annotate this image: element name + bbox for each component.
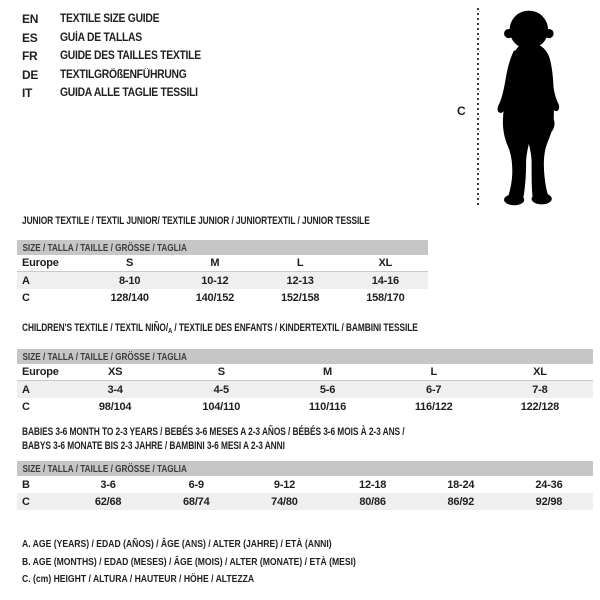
size-cell: 9-12	[273, 478, 296, 491]
size-cell: M	[323, 366, 332, 378]
size-cell: S	[217, 366, 225, 378]
language-code: DE	[22, 67, 39, 82]
junior-textile-table	[17, 214, 428, 306]
language-title: TEXTILE SIZE GUIDE	[60, 13, 160, 26]
heading-text: BABYS 3-6 MONATE BIS 2-3 JAHRE / BAMBINI 3-6 MESI A 2-3 ANNI	[22, 440, 285, 452]
language-code: EN	[22, 12, 39, 27]
height-label-c: C	[457, 104, 466, 118]
language-list	[22, 10, 217, 103]
size-cell: 24-36	[535, 478, 563, 491]
size-header-bar	[17, 461, 593, 476]
language-title: GUIDA ALLE TAGLIE TESSILI	[60, 87, 198, 100]
table-heading-line	[22, 439, 456, 453]
row-label: Europe	[22, 257, 59, 269]
table-heading	[17, 321, 593, 338]
size-cell: 68/74	[182, 495, 210, 508]
language-code: ES	[22, 30, 38, 45]
height-dotted-line	[477, 8, 479, 206]
language-title: GUIDE DES TAILLES TEXTILE	[60, 50, 201, 63]
size-cell: 3-6	[100, 478, 116, 491]
size-header-label: SIZE / TALLA / TAILLE / GRÖSSE / TAGLIA	[22, 241, 187, 254]
table-row	[17, 476, 593, 493]
language-row	[22, 66, 217, 85]
baby-silhouette-icon	[481, 6, 573, 208]
table-row	[17, 381, 593, 398]
row-label: B	[22, 478, 30, 491]
language-row	[22, 10, 217, 29]
heading-text: / TEXTILE DES ENFANTS / KINDERTEXTIL / BAMBINI TESSILE	[172, 322, 418, 334]
heading-text: A	[168, 326, 173, 335]
table-row	[17, 398, 593, 415]
table-row	[17, 255, 428, 272]
size-cell: 6-9	[188, 478, 204, 491]
size-cell: L	[430, 366, 437, 378]
size-cell: S	[126, 257, 134, 269]
language-code: FR	[22, 49, 38, 64]
size-cell: 8-10	[119, 274, 141, 287]
table-row	[17, 364, 593, 381]
legend-line: A. AGE (YEARS) / EDAD (AÑOS) / ÂGE (ANS) / ALTER (JAHRE) / ETÀ (ANNI)	[22, 538, 332, 550]
size-cell: 3-4	[107, 383, 123, 396]
table-rows	[17, 364, 593, 415]
language-title: TEXTILGRÖßENFÜHRUNG	[60, 68, 187, 81]
language-code: IT	[22, 86, 33, 101]
size-cell: 152/158	[280, 291, 320, 304]
size-cell: 122/128	[520, 400, 560, 413]
table-rows	[17, 476, 593, 510]
heading-text: BABIES 3-6 MONTH TO 2-3 YEARS / BEBÉS 3-6 MESES A 2-3 AÑOS / BÉBÉS 3-6 MOIS À 2-3 ANS /	[22, 426, 405, 438]
table-heading-line	[22, 214, 370, 228]
legend-line: B. AGE (MONTHS) / EDAD (MESES) / ÂGE (MOIS) / ALTER (MONATE) / ETÀ (MESI)	[22, 555, 356, 568]
language-title: GUÍA DE TALLAS	[60, 31, 142, 44]
size-cell: 98/104	[98, 400, 132, 413]
language-row	[22, 84, 217, 103]
size-cell: 5-6	[319, 383, 336, 396]
table-heading	[17, 214, 428, 228]
size-cell: 86/92	[447, 495, 475, 508]
size-cell: 92/98	[535, 495, 563, 508]
table-row	[17, 493, 593, 510]
language-row	[22, 47, 217, 66]
size-cell: XS	[107, 366, 123, 378]
size-cell: 12-18	[359, 478, 387, 491]
table-heading-line	[22, 425, 456, 439]
table-rows	[17, 255, 428, 306]
babies-textile-table	[17, 425, 593, 510]
size-cell: 110/116	[308, 400, 347, 413]
size-header-label: SIZE / TALLA / TAILLE / GRÖSSE / TAGLIA	[22, 462, 187, 475]
row-label: Europe	[22, 366, 59, 378]
table-heading	[17, 425, 593, 453]
size-cell: 62/68	[94, 495, 122, 508]
table-row	[17, 272, 428, 289]
size-cell: 14-16	[371, 274, 399, 287]
row-label: A	[22, 274, 30, 287]
row-label: C	[22, 291, 30, 304]
heading-text: CHILDREN'S TEXTILE / TEXTIL NIÑO/	[22, 322, 169, 334]
table-row	[17, 289, 428, 306]
size-cell: 128/140	[110, 291, 149, 304]
size-cell: 116/122	[414, 400, 453, 413]
row-label: C	[22, 495, 30, 508]
size-cell: 12-13	[286, 274, 314, 287]
size-cell: XL	[378, 257, 393, 269]
heading-text: JUNIOR TEXTILE / TEXTIL JUNIOR/ TEXTILE JUNIOR / JUNIORTEXTIL / JUNIOR TESSILE	[22, 215, 370, 227]
language-row	[22, 29, 217, 48]
size-cell: 7-8	[532, 383, 548, 396]
size-cell: 140/152	[195, 291, 235, 304]
size-cell: L	[296, 257, 304, 269]
row-label: C	[22, 400, 30, 413]
size-cell: 104/110	[202, 400, 241, 413]
size-cell: M	[210, 257, 220, 269]
legend-line: C. (cm) HEIGHT / ALTURA / HAUTEUR / HÖHE / ALTEZZA	[22, 573, 255, 585]
size-cell: 18-24	[447, 478, 475, 491]
size-header-label: SIZE / TALLA / TAILLE / GRÖSSE / TAGLIA	[22, 350, 187, 363]
size-cell: 158/170	[366, 291, 405, 304]
size-header-bar	[17, 240, 428, 255]
childrens-textile-table	[17, 321, 593, 415]
size-cell: 80/86	[359, 495, 386, 508]
table-heading-line	[22, 321, 456, 338]
row-label: A	[22, 383, 30, 396]
legend	[22, 536, 429, 589]
size-cell: 10-12	[201, 274, 229, 287]
size-cell: 6-7	[426, 383, 442, 396]
size-cell: 4-5	[213, 383, 229, 396]
size-cell: XL	[533, 366, 547, 378]
size-cell: 74/80	[271, 495, 298, 508]
size-header-bar	[17, 349, 593, 364]
